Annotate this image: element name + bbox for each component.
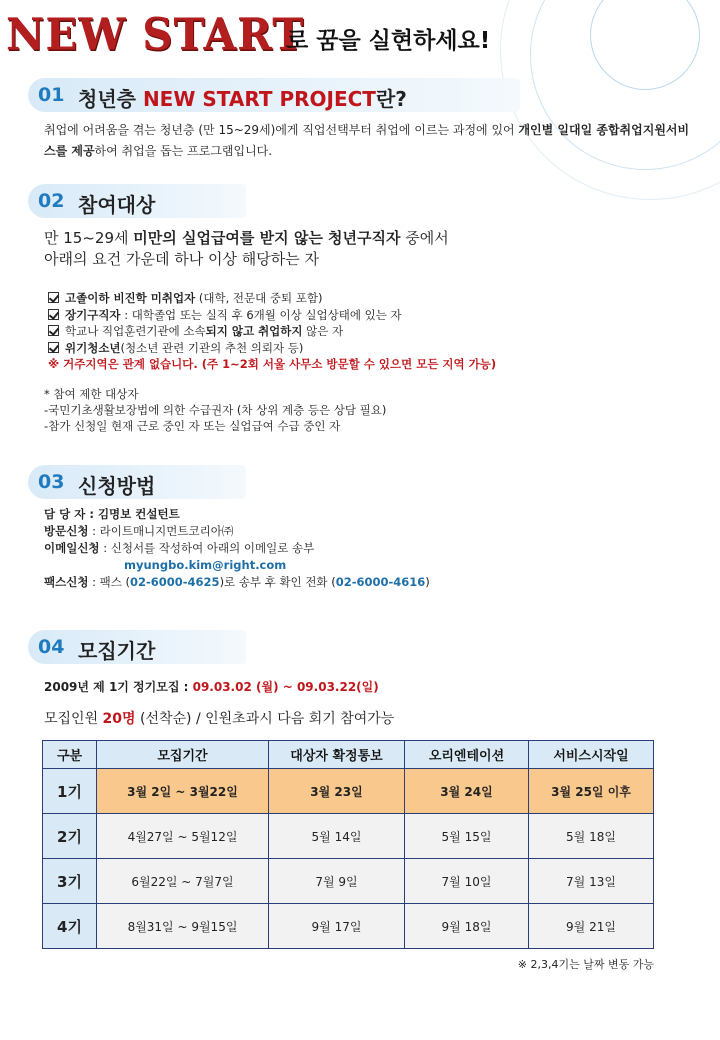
email-address-link[interactable]: myungbo.kim@right.com <box>124 558 287 572</box>
table-row <box>43 859 654 904</box>
capacity-count: 20명 <box>102 711 136 727</box>
column-header: 서비스시작일 <box>529 741 654 769</box>
section-1-header <box>28 78 520 112</box>
section-title: 참여대상 <box>78 193 156 217</box>
phone-number: 02-6000-4616 <box>335 575 426 589</box>
table-cell: 5월 14일 <box>269 814 405 859</box>
section-title: 신청방법 <box>78 474 156 498</box>
check-text-pre: 학교나 직업훈련기관에 소속 <box>65 324 206 338</box>
visit-label: 방문신청 <box>44 524 89 538</box>
email-line <box>44 540 684 557</box>
section-3-header <box>28 465 246 499</box>
title-post: 란? <box>375 87 407 111</box>
section-2-header <box>28 184 246 218</box>
lead-line-2: 아래의 요건 가운데 하나 이상 해당하는 자 <box>44 250 319 268</box>
project-name: NEW START PROJECT <box>142 87 376 111</box>
table-row <box>43 769 654 814</box>
table-cell: 7월 10일 <box>405 859 529 904</box>
table-row <box>43 814 654 859</box>
section-1-description <box>44 120 694 162</box>
brand-title: NEW START <box>6 8 305 61</box>
manager-line <box>44 506 684 523</box>
email-label: 이메일신청 <box>44 541 100 555</box>
lead-pre: 만 15~29세 <box>44 229 134 247</box>
application-methods <box>44 506 684 591</box>
column-header: 모집기간 <box>97 741 269 769</box>
table-cell: 7월 13일 <box>529 859 654 904</box>
checkbox-checked-icon <box>48 342 59 353</box>
cohort-cell: 2기 <box>43 814 97 859</box>
restriction-list <box>44 386 684 434</box>
table-cell: 9월 18일 <box>405 904 529 949</box>
table-cell: 4월27일 ~ 5월12일 <box>97 814 269 859</box>
section-number: 02 <box>38 190 65 212</box>
restriction-heading: * 참여 제한 대상자 <box>44 387 139 401</box>
table-header-row <box>43 741 654 769</box>
lead-post: 중에서 <box>400 229 449 247</box>
cohort-cell: 4기 <box>43 904 97 949</box>
check-text: 않은 자 <box>302 324 344 338</box>
table-cell: 3월 23일 <box>269 769 405 814</box>
recruitment-period <box>44 678 379 695</box>
table-cell: 3월 2일 ~ 3월22일 <box>97 769 269 814</box>
column-header: 오리엔테이션 <box>405 741 529 769</box>
table-cell: 3월 25일 이후 <box>529 769 654 814</box>
cohort-cell: 3기 <box>43 859 97 904</box>
column-header: 구분 <box>43 741 97 769</box>
check-bold: 장기구직자 <box>65 307 121 322</box>
check-text: (청소년 관련 기관의 추천 의뢰자 등) <box>120 340 304 355</box>
check-bold: 되지 않고 취업하지 <box>205 324 303 338</box>
check-bold: 고졸이하 비진학 미취업자 <box>65 291 196 305</box>
desc-post: 하여 취업을 돕는 프로그램입니다. <box>94 144 273 158</box>
visit-text: : 라이트매니지먼트코리아㈜ <box>88 524 234 538</box>
fax-pre: : 팩스 ( <box>88 575 130 589</box>
section-number: 03 <box>38 471 65 493</box>
check-item <box>48 323 688 340</box>
eligibility-checklist <box>48 290 688 373</box>
capacity-note: (선착순) / 인원초과시 다음 회기 참여가능 <box>135 711 395 727</box>
table-cell: 5월 18일 <box>529 814 654 859</box>
title-pre: 청년층 <box>78 87 143 111</box>
restriction-item: -국민기초생활보장법에 의한 수급권자 (차 상위 계층 등은 상담 필요) <box>44 403 387 417</box>
cohort-cell: 1기 <box>43 769 97 814</box>
recruitment-capacity <box>44 708 394 728</box>
table-cell: 7월 9일 <box>269 859 405 904</box>
section-4-header <box>28 630 246 664</box>
table-cell: 6월22일 ~ 7월7일 <box>97 859 269 904</box>
check-text: (대학, 전문대 중퇴 포함) <box>195 291 323 305</box>
manager-label: 담 당 자 : <box>44 507 98 521</box>
lead-bold: 미만의 실업급여를 받지 않는 청년구직자 <box>133 229 401 247</box>
visit-line <box>44 523 684 540</box>
email-text: : 신청서를 작성하여 아래의 이메일로 송부 <box>99 541 315 555</box>
restriction-item: -참가 신청일 현재 근로 중인 자 또는 실업급여 수급 중인 자 <box>44 419 341 433</box>
table-footnote: ※ 2,3,4기는 날짜 변동 가능 <box>517 958 654 971</box>
check-item <box>48 290 688 307</box>
checkbox-checked-icon <box>48 292 59 303</box>
checkbox-checked-icon <box>48 309 59 320</box>
check-bold: 위기청소년 <box>65 340 121 355</box>
section-number: 04 <box>38 636 65 658</box>
checkbox-checked-icon <box>48 325 59 336</box>
table-row <box>43 904 654 949</box>
section-title <box>78 83 407 112</box>
table-cell: 9월 17일 <box>269 904 405 949</box>
table-cell: 3월 24일 <box>405 769 529 814</box>
check-text: : 대학졸업 또는 실직 후 6개월 이상 실업상태에 있는 자 <box>120 307 402 322</box>
page-header <box>6 10 706 70</box>
fax-mid: )로 송부 후 확인 전화 ( <box>219 575 336 589</box>
residence-note: ※ 거주지역은 관계 없습니다. (주 1~2회 서울 사무소 방문할 수 있으면 모든 지역 가능) <box>48 357 497 371</box>
desc-bold: 개인별 일대일 종합취업지원서비스를 제공 <box>44 123 690 158</box>
section-title: 모집기간 <box>78 639 156 663</box>
period-label: 2009년 제 1기 정기모집 : <box>44 680 193 694</box>
capacity-label: 모집인원 <box>44 711 103 727</box>
section-number: 01 <box>38 84 65 106</box>
fax-line <box>44 574 684 591</box>
desc-pre: 취업에 어려움을 겪는 청년층 (만 15~29세)에게 직업선택부터 취업에 이르는 과정에 있어 <box>44 123 519 137</box>
table-cell: 5월 15일 <box>405 814 529 859</box>
header-tagline: 로 꿈을 실현하세요! <box>286 28 491 54</box>
column-header: 대상자 확정통보 <box>269 741 405 769</box>
fax-post: ) <box>425 575 430 589</box>
fax-number: 02-6000-4625 <box>129 575 220 589</box>
eligibility-lead <box>44 228 664 270</box>
period-dates: 09.03.02 (월) ~ 09.03.22(일) <box>192 680 379 694</box>
manager-name: 김명보 컨설턴트 <box>97 507 180 521</box>
check-item <box>48 340 688 357</box>
schedule-table <box>42 740 654 949</box>
lead-line-1 <box>44 228 664 249</box>
table-cell: 8월31일 ~ 9월15일 <box>97 904 269 949</box>
table-cell: 9월 21일 <box>529 904 654 949</box>
check-item <box>48 307 688 324</box>
fax-label: 팩스신청 <box>44 575 89 589</box>
